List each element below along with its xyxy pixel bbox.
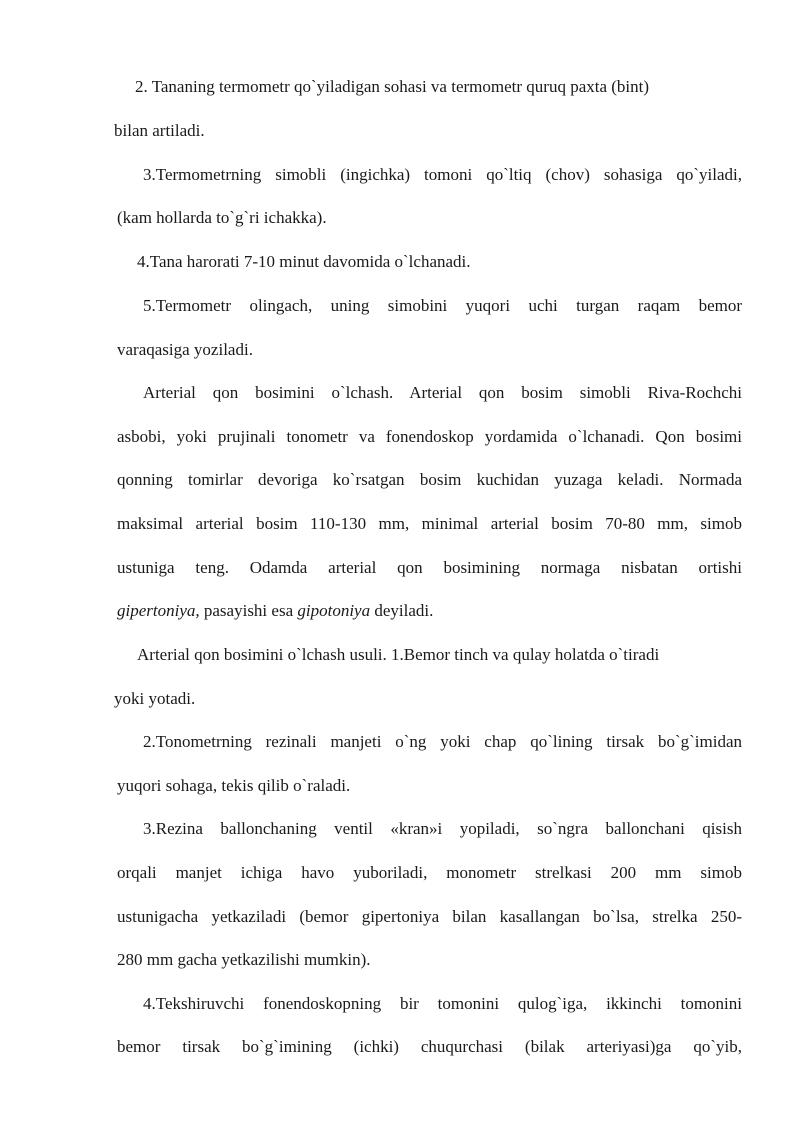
step-4-line-1: 4.Tekshiruvchi fonendoskopning bir tomonini qulog`iga, ikkinchi tomonini xyxy=(143,994,742,1013)
method-line-2: yoki yotadi. xyxy=(114,689,196,708)
step-3-line-2: orqali manjet ichiga havo yuboriladi, monometr strelkasi 200 mm simob xyxy=(117,863,742,882)
method-line-1: Arterial qon bosimini o`lchash usuli. 1.Bemor tinch va qulay holatda o`tiradi xyxy=(137,645,660,664)
bp-section-line-1: Arterial qon bosimini o`lchash. Arterial qon bosim simobli Riva-Rochchi xyxy=(143,383,742,402)
step-3-line-3: ustunigacha yetkaziladi (bemor gipertoniya bilan kasallangan bo`lsa, strelka 250- xyxy=(117,907,742,926)
paragraph-3-line-2: (kam hollarda to`g`ri ichakka). xyxy=(117,208,327,227)
paragraph-3-line-1: 3.Termometrning simobli (ingichka) tomoni qo`ltiq (chov) sohasiga qo`yiladi, xyxy=(143,165,742,184)
paragraph-4-line-1: 4.Tana harorati 7-10 minut davomida o`lchanadi. xyxy=(137,252,471,271)
bp-section-line-5: ustuniga teng. Odamda arterial qon bosimining normaga nisbatan ortishi xyxy=(117,558,742,577)
bp-line-6-middle: pasayishi esa xyxy=(199,601,298,620)
step-3-line-4: 280 mm gacha yetkazilishi mumkin). xyxy=(117,950,371,969)
paragraph-5-line-2: varaqasiga yoziladi. xyxy=(117,340,253,359)
paragraph-2-line-1: 2. Tananing termometr qo`yiladigan sohasi va termometr quruq paxta (bint) xyxy=(135,77,650,96)
step-2-line-2: yuqori sohaga, tekis qilib o`raladi. xyxy=(117,776,351,795)
step-3-line-1: 3.Rezina ballonchaning ventil «kran»i yopiladi, so`ngra ballonchani qisish xyxy=(143,819,742,838)
bp-section-line-3: qonning tomirlar devoriga ko`rsatgan bosim kuchidan yuzaga keladi. Normada xyxy=(117,470,742,489)
term-gipertoniya: gipertoniya, xyxy=(117,601,200,620)
bp-section-line-6 xyxy=(117,599,433,623)
step-4-line-2: bemor tirsak bo`g`imining (ichki) chuqurchasi (bilak arteriyasi)ga qo`yib, xyxy=(117,1037,742,1056)
bp-section-line-2: asbobi, yoki prujinali tonometr va fonendoskop yordamida o`lchanadi. Qon bosimi xyxy=(117,427,742,446)
paragraph-2-line-2: bilan artiladi. xyxy=(114,121,205,140)
bp-section-line-4: maksimal arterial bosim 110-130 mm, minimal arterial bosim 70-80 mm, simob xyxy=(117,514,742,533)
step-2-line-1: 2.Tonometrning rezinali manjeti o`ng yoki chap qo`lining tirsak bo`g`imidan xyxy=(143,732,742,751)
paragraph-5-line-1: 5.Termometr olingach, uning simobini yuqori uchi turgan raqam bemor xyxy=(143,296,742,315)
bp-line-6-end: deyiladi. xyxy=(370,601,434,620)
term-gipotoniya: gipotoniya xyxy=(297,601,371,620)
